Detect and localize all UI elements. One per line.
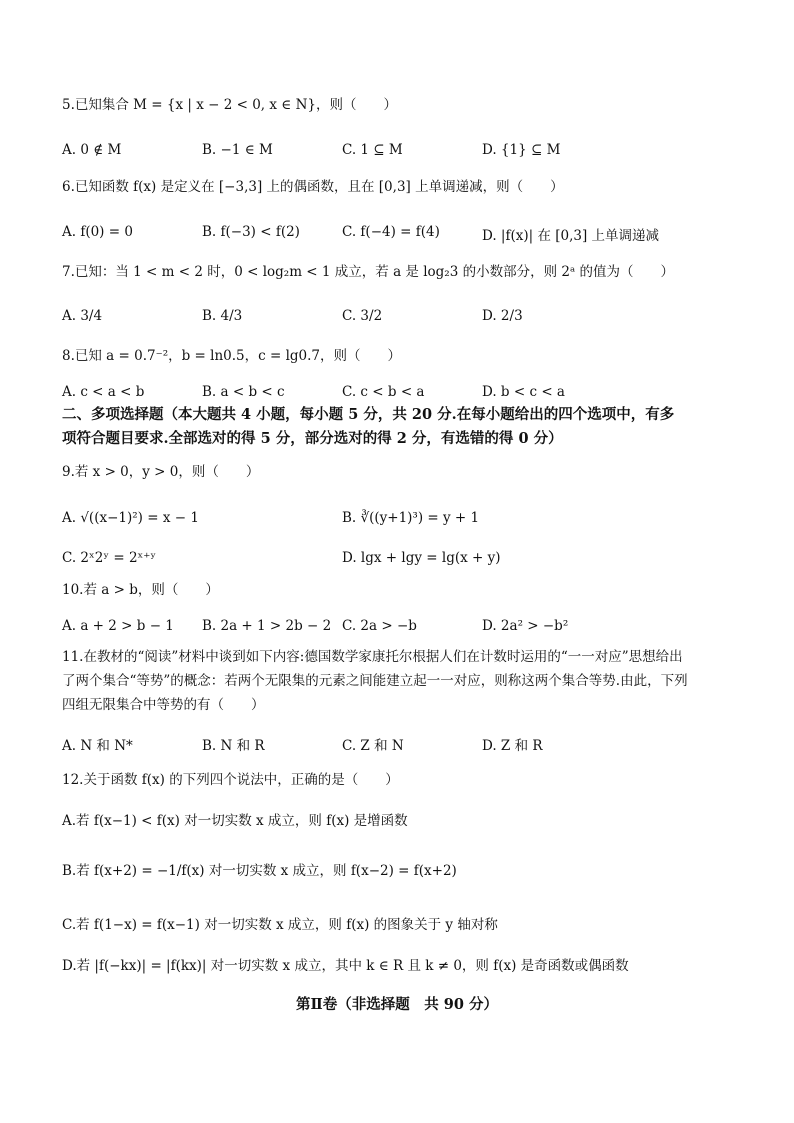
question-12-option-b: B.若 f(x+2) = −1/f(x) 对一切实数 x 成立，则 f(x−2) = f(x+2) — [62, 863, 457, 879]
question-11-line-1: 11.在教材的“阅读”材料中谈到如下内容:德国数学家康托尔根据人们在计数时运用的“一一对应”思想给出 — [62, 649, 683, 665]
question-11-line-3: 四组无限集合中等势的有（ ） — [62, 697, 265, 713]
question-7-options — [62, 308, 742, 340]
question-10-option-c: C. 2a > −b — [342, 618, 417, 634]
question-7-option-a: A. 3/4 — [62, 308, 103, 324]
question-5-option-b: B. −1 ∈ M — [202, 142, 273, 158]
question-5-stem: 5.已知集合 M = {x | x − 2 < 0, x ∈ N}，则（ ） — [62, 97, 397, 113]
question-11-option-b: B. N 和 R — [202, 738, 265, 754]
question-8-stem: 8.已知 a = 0.7⁻²，b = ln0.5，c = lg0.7，则（ ） — [62, 348, 402, 364]
question-12-stem: 12.关于函数 f(x) 的下列四个说法中，正确的是（ ） — [62, 772, 399, 788]
question-9-options-row-1 — [62, 510, 742, 542]
question-10-stem: 10.若 a > b，则（ ） — [62, 582, 219, 598]
question-5-option-c: C. 1 ⊆ M — [342, 142, 403, 158]
question-11-option-a: A. N 和 N* — [62, 738, 133, 754]
question-10-option-b: B. 2a + 1 > 2b − 2 — [202, 618, 332, 634]
question-6-stem: 6.已知函数 f(x) 是定义在 [−3,3] 上的偶函数，且在 [0,3] 上单调递减，则（ ） — [62, 179, 564, 195]
question-7-option-c: C. 3/2 — [342, 308, 383, 324]
question-11-options — [62, 734, 742, 766]
question-9-option-d: D. lgx + lgy = lg(x + y) — [342, 550, 501, 566]
question-9-option-b: B. ∛((y+1)³) = y + 1 — [342, 510, 480, 526]
question-6-options — [62, 224, 742, 256]
question-10-option-a: A. a + 2 > b − 1 — [62, 618, 174, 634]
question-12-option-c: C.若 f(1−x) = f(x−1) 对一切实数 x 成立，则 f(x) 的图象关于 y 轴对称 — [62, 917, 498, 933]
question-6-option-a: A. f(0) = 0 — [62, 224, 133, 240]
question-5-option-d: D. {1} ⊆ M — [482, 142, 561, 158]
question-11-line-2: 了两个集合“等势”的概念：若两个无限集的元素之间能建立起一一对应，则称这两个集合等势.由此，下列 — [62, 673, 688, 689]
question-8-option-b: B. a < b < c — [202, 384, 285, 400]
question-5-option-a: A. 0 ∉ M — [62, 142, 122, 158]
question-9-stem: 9.若 x > 0，y > 0，则（ ） — [62, 464, 260, 480]
question-8-option-c: C. c < b < a — [342, 384, 425, 400]
section-2-heading-line-1: 二、多项选择题（本大题共 4 小题，每小题 5 分，共 20 分.在每小题给出的四个选项中，有多 — [62, 406, 675, 423]
question-11-option-d: D. Z 和 R — [482, 738, 543, 754]
question-11-option-c: C. Z 和 N — [342, 738, 404, 754]
question-10-options — [62, 618, 742, 650]
question-12-option-a: A.若 f(x−1) < f(x) 对一切实数 x 成立，则 f(x) 是增函数 — [62, 813, 408, 829]
question-8-option-a: A. c < a < b — [62, 384, 145, 400]
question-9-option-c: C. 2ˣ2ʸ = 2ˣ⁺ʸ — [62, 550, 157, 566]
question-7-option-d: D. 2/3 — [482, 308, 523, 324]
question-10-option-d: D. 2a² > −b² — [482, 618, 569, 634]
question-9-option-a: A. √((x−1)²) = x − 1 — [62, 510, 199, 526]
question-7-option-b: B. 4/3 — [202, 308, 243, 324]
question-6-option-c: C. f(−4) = f(4) — [342, 224, 440, 240]
question-5-options — [62, 142, 742, 174]
question-6-option-d: D. |f(x)| 在 [0,3] 上单调递减 — [482, 228, 660, 244]
question-12-option-d: D.若 |f(−kx)| = |f(kx)| 对一切实数 x 成立，其中 k ∈ R 且 k ≠ 0，则 f(x) 是奇函数或偶函数 — [62, 958, 629, 974]
part-2-title: 第Ⅱ卷（非选择题 共 90 分） — [296, 996, 498, 1013]
section-2-heading-line-2: 项符合题目要求.全部选对的得 5 分，部分选对的得 2 分，有选错的得 0 分） — [62, 430, 563, 447]
question-7-stem: 7.已知：当 1 < m < 2 时，0 < log₂m < 1 成立，若 a 是 log₂3 的小数部分，则 2ᵃ 的值为（ ） — [62, 264, 674, 280]
question-6-option-b: B. f(−3) < f(2) — [202, 224, 300, 240]
question-9-options-row-2 — [62, 550, 742, 582]
question-8-option-d: D. b < c < a — [482, 384, 565, 400]
